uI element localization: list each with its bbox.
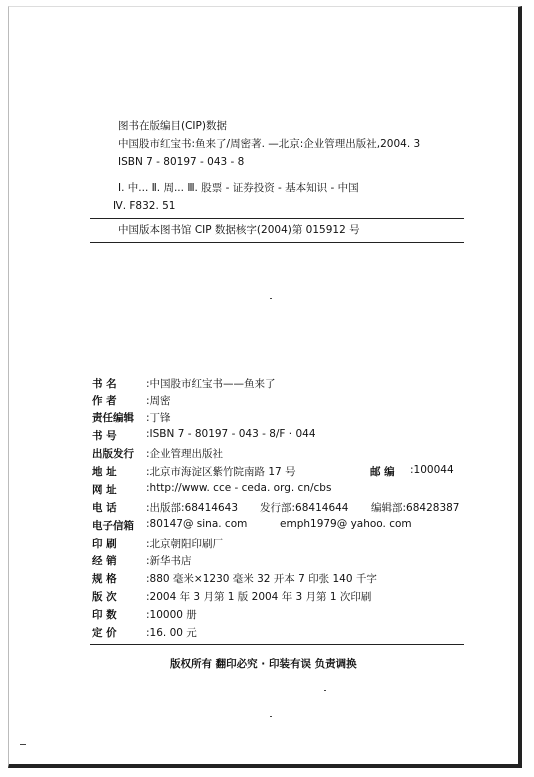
book-number-value: :ISBN 7 - 80197 - 043 - 8/F · 044 bbox=[146, 428, 316, 440]
author-label: 作 者 bbox=[92, 395, 117, 407]
distributor-label: 经 销 bbox=[92, 555, 117, 567]
speck bbox=[270, 716, 272, 717]
title-value: :中国股市红宝书——鱼来了 bbox=[146, 378, 276, 390]
speck bbox=[20, 744, 26, 745]
cip-record-line: 中国股市红宝书:鱼来了/周密著. —北京:企业管理出版社,2004. 3 bbox=[118, 138, 421, 150]
publisher-label: 出版发行 bbox=[92, 448, 134, 460]
phone-label: 电 话 bbox=[92, 502, 117, 514]
email-value-2: emph1979@ yahoo. com bbox=[280, 518, 412, 530]
cip-verification: 中国版本图书馆 CIP 数据核字(2004)第 015912 号 bbox=[118, 224, 360, 236]
spec-value: :880 毫米×1230 毫米 32 开本 7 印张 140 千字 bbox=[146, 573, 377, 585]
phone-publishing: :出版部:68414643 bbox=[146, 502, 239, 514]
email-label: 电子信箱 bbox=[92, 520, 134, 532]
speck bbox=[270, 298, 272, 299]
cip-classification: Ⅳ. F832. 51 bbox=[113, 200, 176, 212]
address-value: :北京市海淀区紫竹院南路 17 号 bbox=[146, 466, 296, 478]
editor-label: 责任编辑 bbox=[92, 412, 134, 424]
cip-heading: 图书在版编目(CIP)数据 bbox=[118, 120, 227, 132]
website-value: :http://www. cce - ceda. org. cn/cbs bbox=[146, 482, 332, 494]
author-value: :周密 bbox=[146, 395, 171, 407]
speck bbox=[324, 690, 326, 691]
phone-distribution: 发行部:68414644 bbox=[260, 502, 349, 514]
postcode-label: 邮 编 bbox=[370, 466, 395, 478]
cip-subjects: Ⅰ. 中... Ⅱ. 周... Ⅲ. 股票 - 证券投资 - 基本知识 - 中国 bbox=[118, 182, 359, 194]
printer-label: 印 刷 bbox=[92, 538, 117, 550]
publisher-value: :企业管理出版社 bbox=[146, 448, 224, 460]
footer-rule bbox=[90, 644, 464, 645]
print-run-label: 印 数 bbox=[92, 609, 117, 621]
print-run-value: :10000 册 bbox=[146, 609, 197, 621]
title-label: 书 名 bbox=[92, 378, 117, 390]
book-number-label: 书 号 bbox=[92, 430, 117, 442]
edition-label: 版 次 bbox=[92, 591, 117, 603]
address-label: 地 址 bbox=[92, 466, 117, 478]
cip-top-rule bbox=[90, 218, 464, 219]
rights-notice: 版权所有 翻印必究 · 印装有误 负责调换 bbox=[170, 658, 357, 670]
distributor-value: :新华书店 bbox=[146, 555, 192, 567]
editor-value: :丁锋 bbox=[146, 412, 171, 424]
spec-label: 规 格 bbox=[92, 573, 117, 585]
printer-value: :北京朝阳印刷厂 bbox=[146, 538, 224, 550]
edition-value: :2004 年 3 月第 1 版 2004 年 3 月第 1 次印刷 bbox=[146, 591, 372, 603]
phone-editorial: 编辑部:68428387 bbox=[371, 502, 460, 514]
price-value: :16. 00 元 bbox=[146, 627, 197, 639]
price-label: 定 价 bbox=[92, 627, 117, 639]
cip-isbn: ISBN 7 - 80197 - 043 - 8 bbox=[118, 156, 245, 168]
email-value: :80147@ sina. com bbox=[146, 518, 248, 530]
website-label: 网 址 bbox=[92, 484, 117, 496]
cip-bottom-rule bbox=[90, 242, 464, 243]
postcode-value: :100044 bbox=[410, 464, 454, 476]
